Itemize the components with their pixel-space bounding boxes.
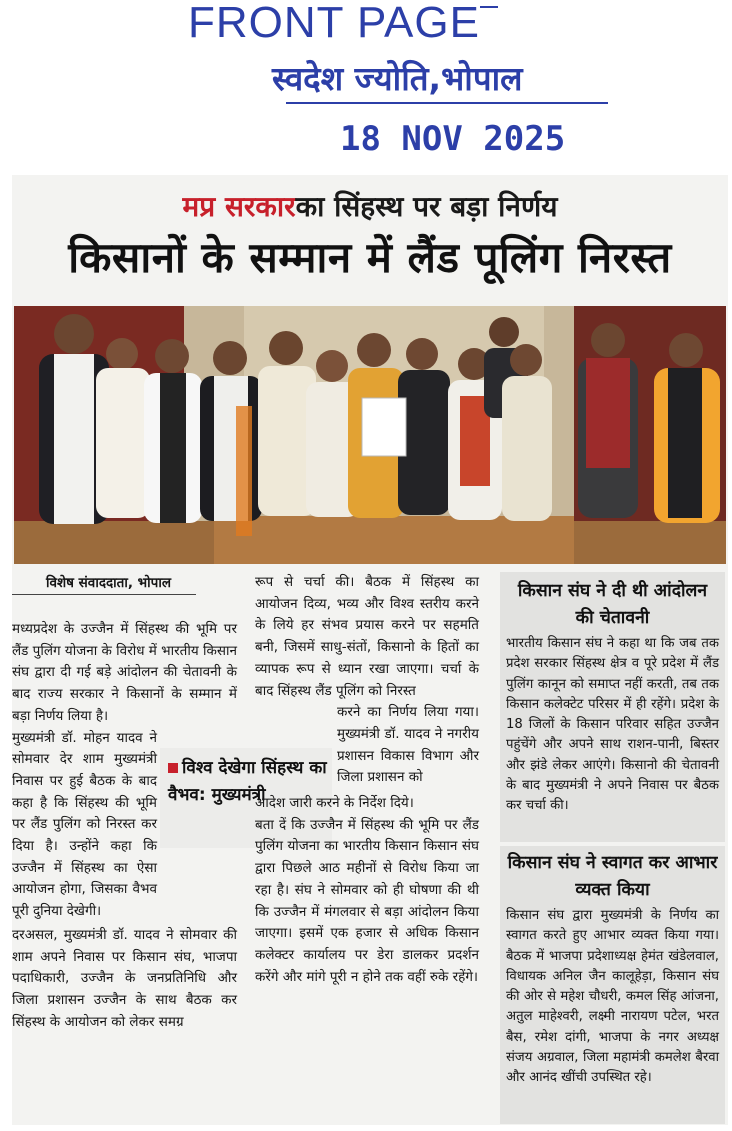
col1-para-3: दरअसल, मुख्यमंत्री डॉ. यादव ने सोमवार की शाम अपने निवास पर किसान संघ, भाजपा पदाधिकारी, उज्जैन के जनप्रतिनिधि और जिला प्रशासन उज्जैन के साथ बैठक कर सिंहस्थ के आयोजन को लेकर समग्र	[12, 926, 237, 1030]
pull-quote-marker	[168, 763, 178, 773]
sidebar-welcome-text: किसान संघ द्वारा मुख्यमंत्री के निर्णय का स्वागत करते हुए आभार व्यक्त किया गया। बैठक में भाजपा प्रदेशाध्यक्ष हेमंत खंडेलवाल, विधायक अनिल जैन कालूहेड़ा, किसान संघ की ओर से महेश चौधरी, कमल सिंह आंजना, अतुल माहेश्वरी, लक्ष्मी नारायण पटेल, भरत बैस, रमेश दांगी, भाजपा के नगर अध्यक्ष संजय अग्रवाल, जिला महामंत्री कमलेश बैरवा और आनंद खींची उपस्थित रहे।	[506, 908, 719, 1086]
stamp-front-page: FRONT PAGE	[188, 0, 480, 47]
headline: किसानों के सम्मान में लैंड पूलिंग निरस्त	[68, 233, 672, 282]
column-2	[255, 572, 479, 988]
stamp-date: 18 NOV 2025	[340, 119, 566, 159]
sidebar-warning-text: भारतीय किसान संघ ने कहा था कि जब तक प्रदेश सरकार सिंहस्थ क्षेत्र व पूरे प्रदेश में लैंड पुलिंग कानून को समाप्त नहीं करती, तब तक किसान कलेक्टेट परिसर में ही रहेंगे। प्रदेश के 18 जिलों के किसान परिवार सहित उज्जैन पहुंचेंगे और अपने साथ राशन-पानी, बिस्तर और झंडे लेकर आएंगे। किसानो की चेतावनी के बाद मुख्यमंत्री ने अपने निवास पर बैठक कर चर्चा की।	[506, 636, 719, 814]
pull-quote-text: विश्व देखेगा सिंहस्थ का वैभव: मुख्यमंत्री	[168, 758, 327, 805]
sidebar-warning-heading: किसान संघ ने दी थी आंदोलन की चेतावनी	[517, 581, 708, 628]
stamp-divider	[480, 6, 498, 8]
col2-para-4: बता दें कि उज्जैन में सिंहस्थ की भूमि पर लैंड पुलिंग योजना का भारतीय किसान किसान संघ द्वारा पिछले आठ महीनों से विरोध किया जा रहा है। संघ ने सोमवार को ही घोषणा की थी कि उज्जैन में मंगलवार से बड़ा आंदोलन किया जाएगा। इसमें एक हजार से अधिक किसान कलेक्टर कार्यालय पर डेरा डालकर प्रदर्शन करेंगे और मांगे पूरी न होने तक वहीं रुके रहेंगे।	[255, 816, 479, 985]
col1-para-1: मध्यप्रदेश के उज्जैन में सिंहस्थ की भूमि पर लैंड पुलिंग योजना के विरोध में भारतीय किसान संघ द्वारा दी गई बड़े आंदोलन की चेतावनी के बाद राज्य सरकार ने किसानों के सम्मान में बड़ा निर्णय लिया है।	[12, 621, 237, 724]
stamp-newspaper-name: स्वदेश ज्योति,भोपाल	[272, 59, 523, 98]
stamp-underline	[286, 102, 608, 104]
col2-para-2: करने का निर्णय लिया गया। मुख्यमंत्री डॉ. यादव ने नगरीय प्रशासन विकास विभाग और जिला प्रशासन को	[337, 704, 479, 786]
kicker-text: का सिंहस्थ पर बड़ा निर्णय	[295, 190, 558, 223]
sidebar-warning	[500, 572, 725, 842]
sidebar-welcome-heading: किसान संघ ने स्वागत कर आभार व्यक्त किया	[507, 853, 718, 900]
sidebar-welcome	[500, 846, 725, 1124]
col1-para-2: मुख्यमंत्री डॉ. मोहन यादव ने सोमवार देर शाम मुख्यमंत्री निवास पर हुई बैठक के बाद कहा है कि सिंहस्थ की भूमि पर लैंड पुलिंग को निरस्त कर दिया है। उन्होंने कहा कि उज्जैन में सिंहस्थ का ऐसा आयोजन होगा, जिसका वैभव पूरी दुनिया देखेगी।	[12, 729, 157, 920]
news-photo	[14, 306, 726, 564]
kicker-highlight: मप्र सरकार	[182, 190, 296, 223]
kicker	[12, 188, 728, 226]
byline: विशेष संवाददाता, भोपाल	[12, 572, 196, 595]
col2-para-3: आदेश जारी करने के निर्देश दिये।	[255, 795, 414, 812]
col2-para-1: रूप से चर्चा की। बैठक में सिंहस्थ का आयोजन दिव्य, भव्य और विश्व स्तरीय करने के लिये हर संभव प्रयास करने पर सहमति बनी, जिसमें साधु-संतों, किसानो के हितों का व्यापक रूप से ध्यान रखा जाएगा। चर्चा के बाद सिंहस्थ लैंड पूलिंग को निरस्त	[255, 574, 479, 699]
